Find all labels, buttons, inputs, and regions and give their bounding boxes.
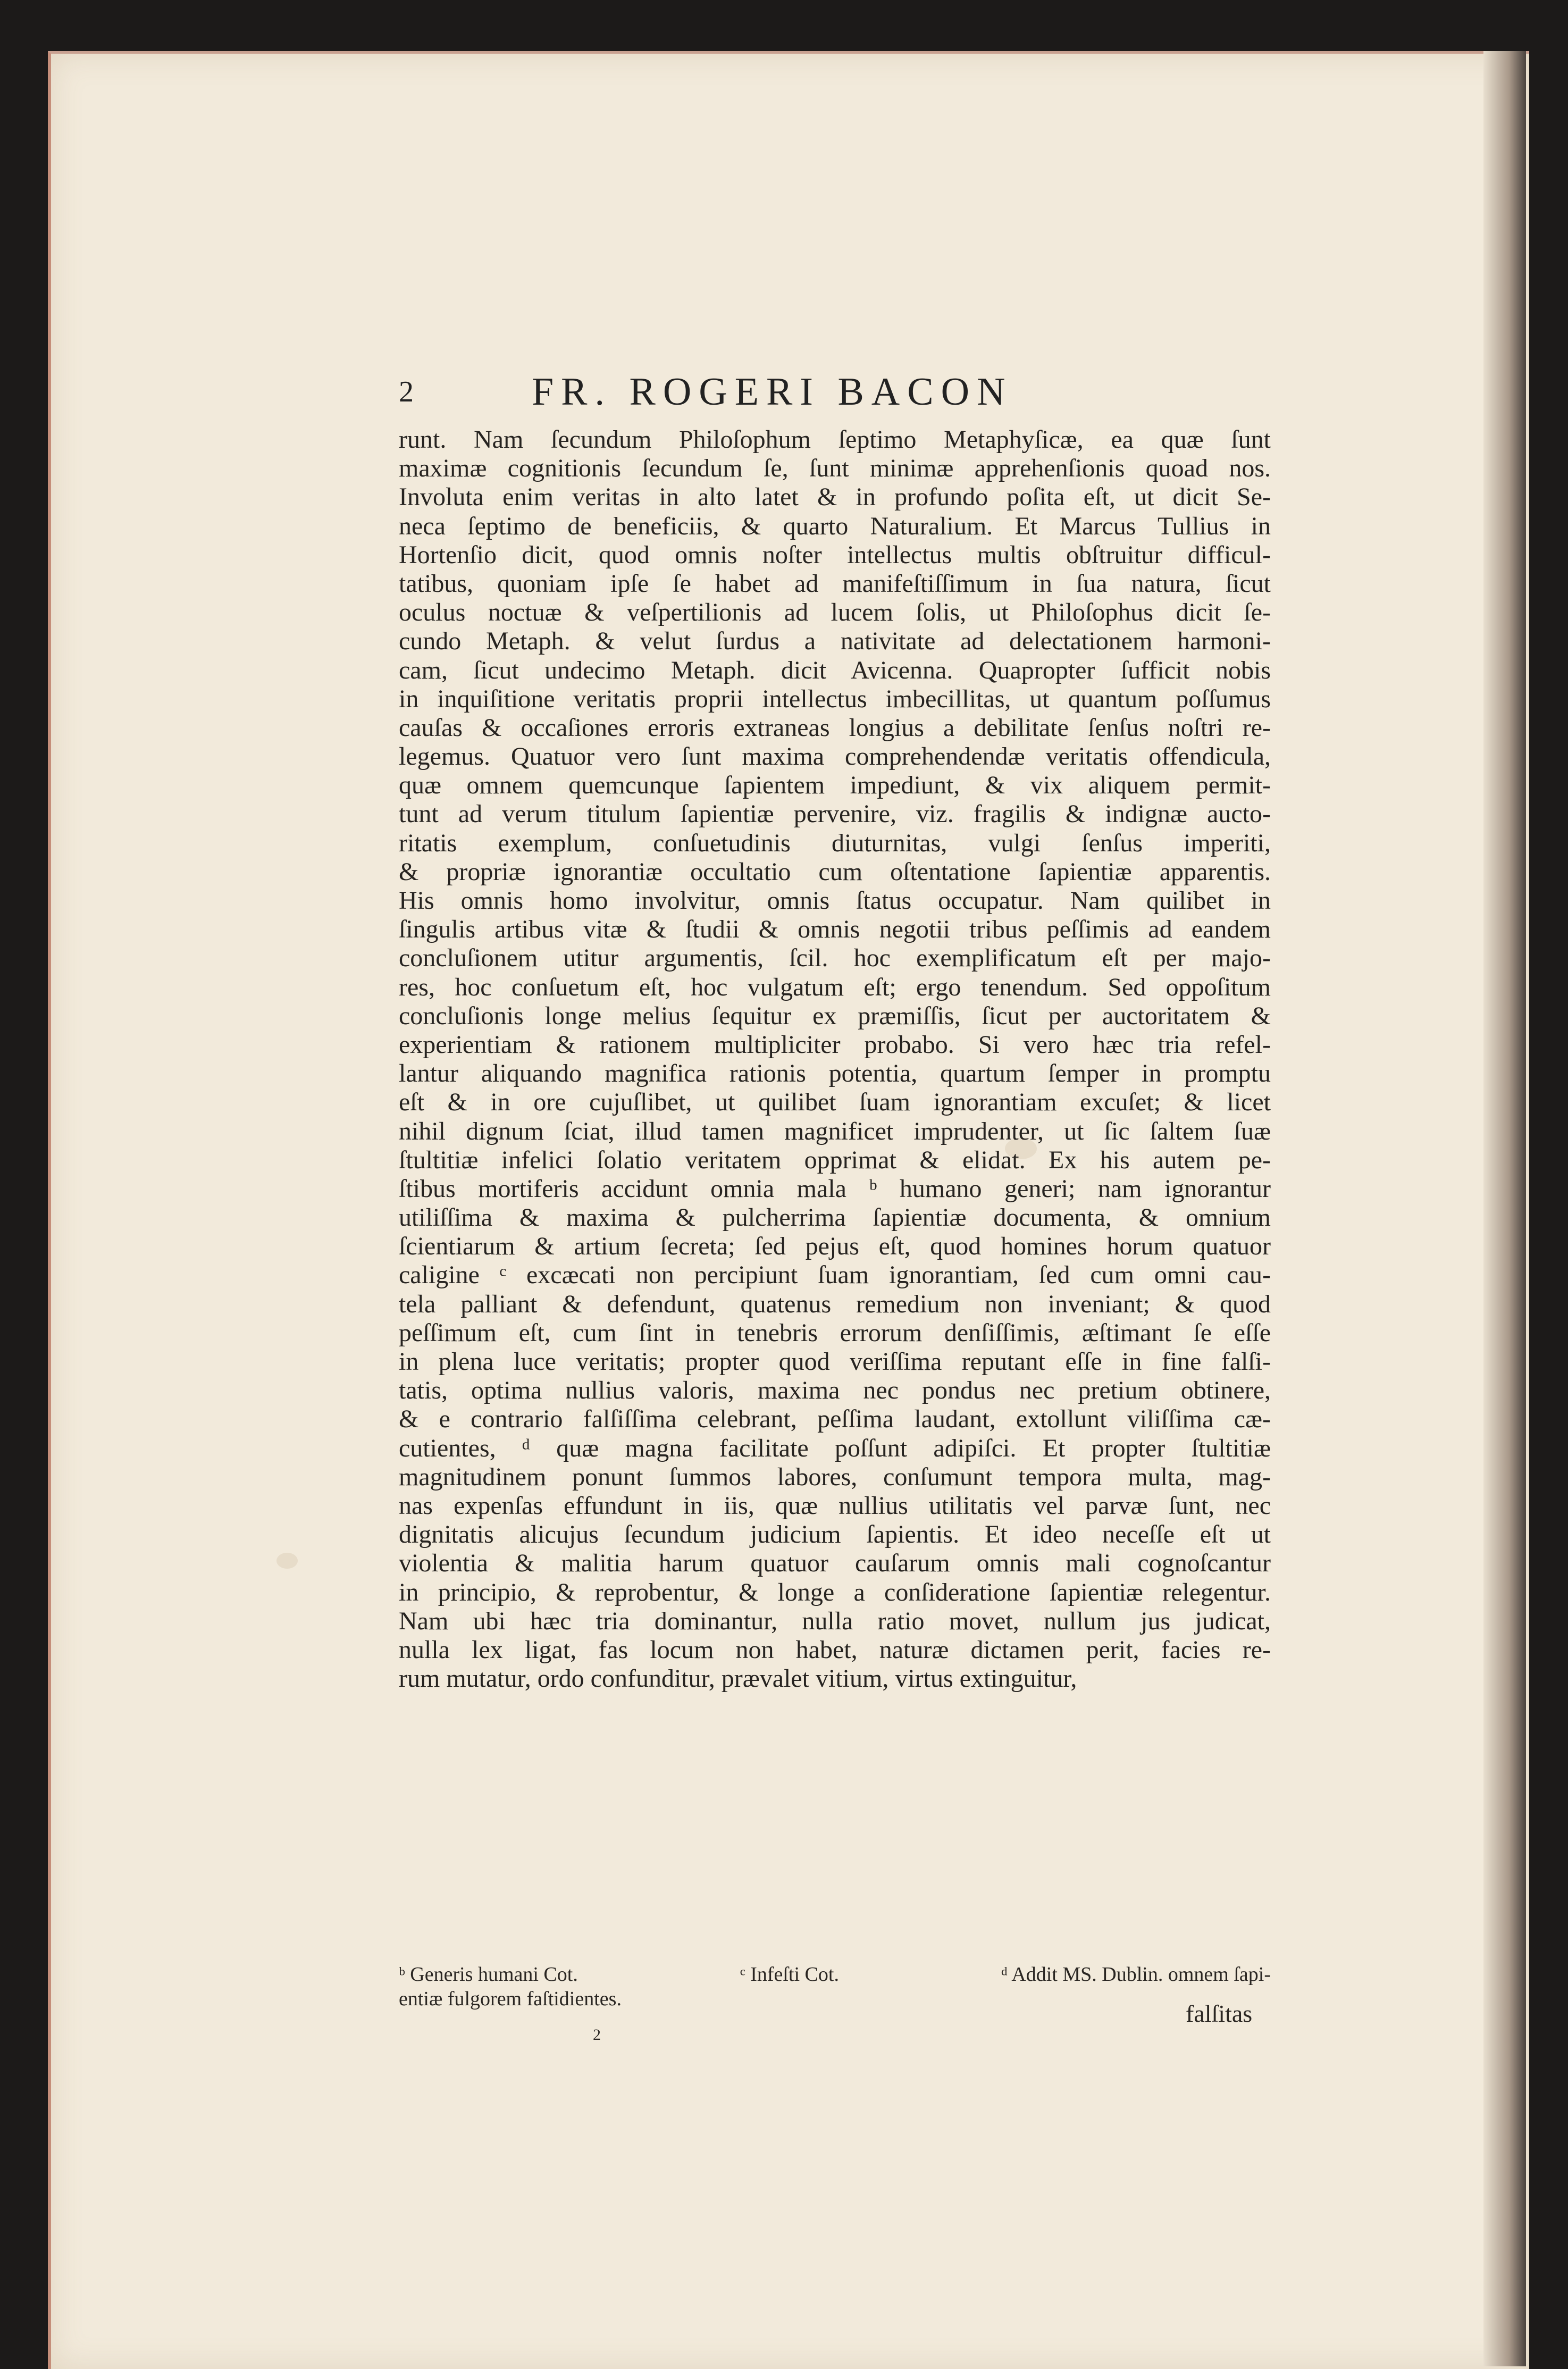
footnote-c: ᶜ Infeſti Cot. [740,1963,839,1986]
text-line: Nam ubi hæc tria dominantur, nulla ratio movet, nullum jus judicat, [399,1606,1271,1635]
footnote-b: ᵇ Generis humani Cot. [399,1963,578,1986]
text-line: dignitatis alicujus ſecundum judicium ſapientis. Et ideo neceſſe eſt ut [399,1520,1271,1549]
text-line: His omnis homo involvitur, omnis ſtatus occupatur. Nam quilibet in [399,886,1271,915]
text-line: rum mutatur, ordo confunditur, prævalet vitium, virtus extinguitur, [399,1664,1077,1693]
page-number: 2 [399,375,414,408]
text-line: eſt & in ore cujuſlibet, ut quilibet ſuam ignorantiam excuſet; & licet [399,1088,1271,1117]
text-line: maximæ cognitionis ſecundum ſe, ſunt minimæ apprehenſionis quoad nos. [399,454,1271,483]
text-line: in principio, & reprobentur, & longe a conſideratione ſapientiæ relegentur. [399,1578,1271,1606]
text-line: caligine ᶜ excæcati non percipiunt ſuam ignorantiam, ſed cum omni cau- [399,1261,1271,1290]
text-line: neca ſeptimo de beneficiis, & quarto Naturalium. Et Marcus Tullius in [399,512,1271,540]
text-line: concluſionis longe melius ſequitur ex præmiſſis, ſicut per auctoritatem & [399,1001,1271,1030]
text-line: in inquiſitione veritatis proprii intellectus imbecillitas, ut quantum poſſumus [399,684,1271,713]
footnote-d-continued: entiæ fulgorem faſtidientes. [399,1988,622,2010]
text-line: & propriæ ignorantiæ occultatio cum oſtentatione ſapientiæ apparentis. [399,857,1271,886]
text-line: peſſimum eſt, cum ſint in tenebris errorum denſiſſimis, æſtimant ſe eſſe [399,1318,1271,1347]
running-head [399,370,1276,417]
text-line: ſcientiarum & artium ſecreta; ſed pejus eſt, quod homines horum quatuor [399,1232,1271,1261]
text-line: oculus noctuæ & veſpertilionis ad lucem ſolis, ut Philoſophus dicit ſe- [399,598,1271,627]
footnotes [399,1962,1271,2011]
running-title: FR. ROGERI BACON [532,370,1013,414]
text-line: cauſas & occaſiones erroris extraneas longius a debilitate ſenſus noſtri re- [399,713,1271,742]
footnote-d: ᵈ Addit MS. Dublin. omnem ſapi- [1001,1963,1271,1986]
text-line: Involuta enim veritas in alto latet & in profundo poſita eſt, ut dicit Se- [399,483,1271,512]
text-line: experientiam & rationem multipliciter probabo. Si vero hæc tria refel- [399,1030,1271,1059]
text-line: nulla lex ligat, fas locum non habet, naturæ dictamen perit, facies re- [399,1635,1271,1664]
footnote-row [399,1962,1271,1987]
text-line: runt. Nam ſecundum Philoſophum ſeptimo Metaphyſicæ, ea quæ ſunt [399,425,1271,454]
text-line: ſtibus mortiferis accidunt omnia mala ᵇ humano generi; nam ignorantur [399,1174,1271,1203]
paper-spot [276,1553,298,1569]
text-line: nihil dignum ſciat, illud tamen magnificet imprudenter, ut ſic ſaltem ſuæ [399,1117,1271,1145]
text-line: tatibus, quoniam ipſe ſe habet ad manifeſtiſſimum in ſua natura, ſicut [399,569,1271,598]
text-line: violentia & malitia harum quatuor cauſarum omnis mali cognoſcantur [399,1549,1271,1578]
text-line: legemus. Quatuor vero ſunt maxima comprehendendæ veritatis offendicula, [399,742,1271,771]
text-line: ſtultitiæ infelici ſolatio veritatem opprimat & elidat. Ex his autem pe- [399,1145,1271,1174]
text-line: & e contrario falſiſſima celebrant, peſſima laudant, extollunt viliſſima cæ- [399,1405,1271,1434]
text-line: tatis, optima nullius valoris, maxima nec pondus nec pretium obtinere, [399,1376,1271,1405]
text-line: Hortenſio dicit, quod omnis noſter intellectus multis obſtruitur difficul- [399,540,1271,569]
body-text [399,425,1271,1693]
text-line: utiliſſima & maxima & pulcherrima ſapientiæ documenta, & omnium [399,1203,1271,1232]
text-line: quæ omnem quemcunque ſapientem impediunt, & vix aliquem permit- [399,771,1271,800]
signature-mark: 2 [593,2026,601,2044]
text-line: cutientes, ᵈ quæ magna facilitate poſſunt adipiſci. Et propter ſtultitiæ [399,1434,1271,1462]
text-line: ritatis exemplum, conſuetudinis diuturnitas, vulgi ſenſus imperiti, [399,828,1271,857]
text-line: res, hoc conſuetum eſt, hoc vulgatum eſt; ergo tenendum. Sed oppoſitum [399,973,1271,1001]
text-line: lantur aliquando magnifica rationis potentia, quartum ſemper in promptu [399,1059,1271,1088]
text-line: magnitudinem ponunt ſummos labores, conſumunt tempora multa, mag- [399,1462,1271,1491]
catchword: falſitas [1186,2000,1253,2027]
text-line: tunt ad verum titulum ſapientiæ pervenire, viz. fragilis & indignæ aucto- [399,800,1271,828]
text-line: ſingulis artibus vitæ & ſtudii & omnis negotii tribus peſſimis ad eandem [399,915,1271,944]
text-line: nas expenſas effundunt in iis, quæ nullius utilitatis vel parvæ ſunt, nec [399,1491,1271,1520]
text-line: in plena luce veritatis; propter quod veriſſima reputant eſſe in fine falſi- [399,1347,1271,1376]
page-gutter [1483,51,1526,2366]
text-line: concluſionem utitur argumentis, ſcil. hoc exemplificatum eſt per majo- [399,944,1271,973]
text-line: cam, ſicut undecimo Metaph. dicit Avicenna. Quapropter ſufficit nobis [399,656,1271,684]
text-line: cundo Metaph. & velut ſurdus a nativitate ad delectationem harmoni- [399,627,1271,656]
text-line: tela palliant & defendunt, quatenus remedium non inveniant; & quod [399,1290,1271,1318]
